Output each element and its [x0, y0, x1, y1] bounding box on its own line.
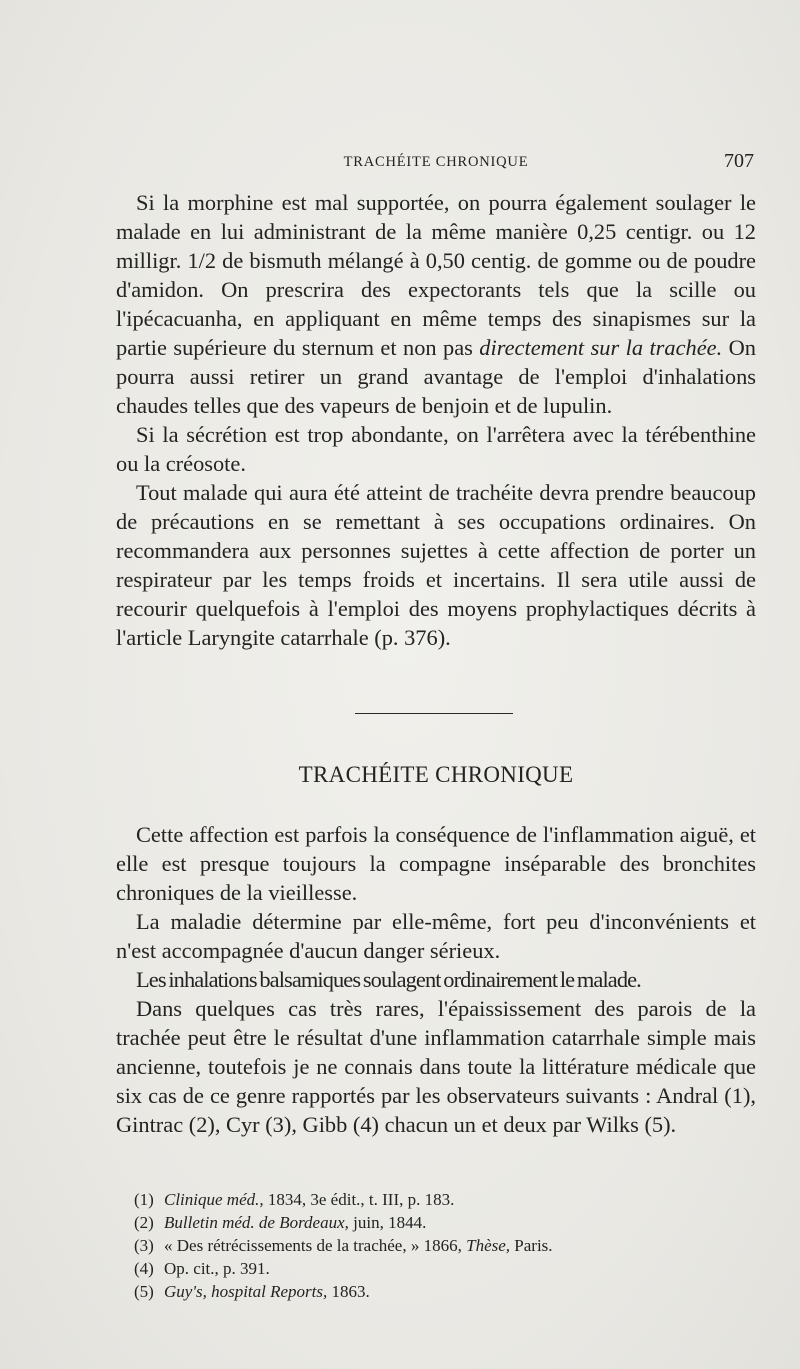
paragraph-secretion: Si la sécrétion est trop abondante, on l'arrêtera avec la térébenthine ou la créosote. [116, 422, 756, 476]
emphasis-trachee: directement sur la trachée. [479, 335, 723, 360]
page-number: 707 [724, 150, 754, 172]
footnote-4: (4) Op. cit., p. 391. [134, 1259, 270, 1278]
footnote-5: (5) Guy's, hospital Reports, 1863. [134, 1282, 370, 1301]
running-title: TRACHÉITE CHRONIQUE [343, 154, 529, 170]
paragraph-cas-rares: Dans quelques cas très rares, l'épaississement des parois de la trachée peut être le résultat d'une inflammation catarrhale simple mais ancienne, toutefois je ne connais dans toute la littérature médicale que six cas de ce genre rapportés par les observateurs suivants : Andral (1), Gintrac (2), Cyr (3), Gibb (4) chacun un et deux par Wilks (5). [116, 996, 756, 1137]
paragraph-maladie: La maladie détermine par elle-même, fort peu d'inconvénients et n'est accompagnée d'aucun danger sérieux. [116, 909, 756, 963]
paragraph-precautions: Tout malade qui aura été atteint de trachéite devra prendre beaucoup de précautions en se remettant à ses occupations ordinaires. On recommandera aux personnes sujettes à cette affection de porter un respirateur par les temps froids et incertains. Il sera utile aussi de recourir quelquefois à l'emploi des moyens prophylactiques décrits à l'article Laryngite catarrhale (p. 376). [116, 480, 756, 650]
footnote-1: (1) Clinique méd., 1834, 3e édit., t. III, p. 183. [134, 1190, 455, 1209]
continued-text-block [116, 188, 756, 652]
paragraph-affection: Cette affection est parfois la conséquence de l'inflammation aiguë, et elle est presque toujours la compagne inséparable des bronchites chroniques de la vieillesse. [116, 822, 756, 905]
section-text-block [116, 820, 756, 1139]
section-divider [355, 713, 513, 714]
section-title: TRACHÉITE CHRONIQUE [298, 762, 574, 787]
running-head [118, 150, 754, 174]
footnote-2: (2) Bulletin méd. de Bordeaux, juin, 1844. [134, 1213, 427, 1232]
paragraph-morphine: Si la morphine est mal supportée, on pourra également soulager le malade en lui administrant de la même manière 0,25 centigr. ou 12 milligr. 1/2 de bismuth mélangé à 0,50 centig. de gomme ou de poudre d'amidon. On prescrira des expectorants tels que la scille ou l'ipécacuanha, en appliquant en même temps des sinapismes sur la partie supérieure du sternum et non pas directement sur la trachée. On pourra aussi retirer un grand avantage de l'emploi d'inhalations chaudes telles que des vapeurs de benjoin et de lupulin. [116, 190, 756, 418]
footnotes [134, 1188, 734, 1303]
footnote-3: (3) « Des rétrécissements de la trachée, » 1866, Thèse, Paris. [134, 1236, 553, 1255]
paragraph-inhalations: Les inhalations balsamiques soulagent ordinairement le malade. [136, 967, 641, 992]
